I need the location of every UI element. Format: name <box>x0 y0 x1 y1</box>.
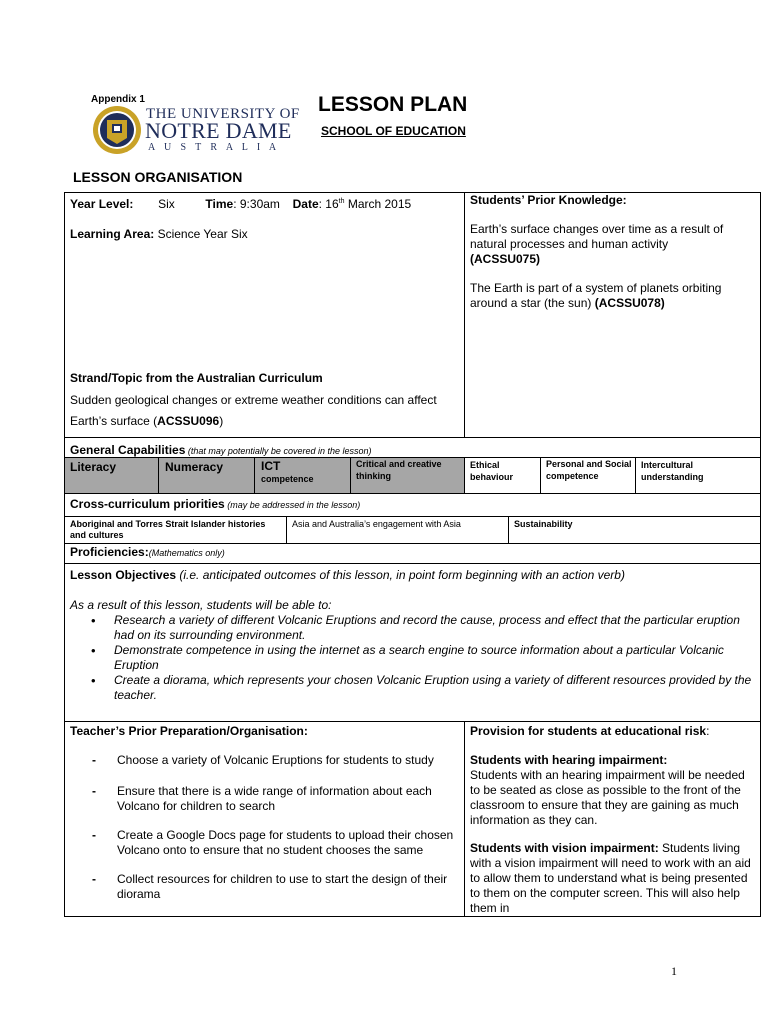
strand-close: ) <box>219 414 224 428</box>
time-value: : 9:30am <box>233 197 280 211</box>
prior-knowledge-heading: Students’ Prior Knowledge: <box>470 193 627 207</box>
general-capabilities-label: General Capabilities <box>70 443 186 457</box>
capability-literacy: Literacy <box>70 460 117 474</box>
proficiencies-label: Proficiencies: <box>70 545 149 559</box>
general-capabilities-note: (that may potentially be covered in the lesson) <box>185 446 372 456</box>
preparation-item: - Collect resources for children to use to start the design of their diorama <box>64 872 460 902</box>
date-suffix: th <box>338 198 345 205</box>
objectives-note: (i.e. anticipated outcomes of this lesson, in point form beginning with an action verb) <box>176 568 625 582</box>
proficiencies-note: (Mathematics only) <box>148 548 225 558</box>
capability-ethical: Ethical behaviour <box>470 460 514 482</box>
priority-sustainability: Sustainability <box>514 519 573 529</box>
capability-personal: Personal and Social competence <box>546 459 632 481</box>
cross-curriculum-heading <box>70 497 360 511</box>
strand-text2: Earth’s surface ( <box>70 414 158 428</box>
priority-aboriginal: Aboriginal and Torres Strait Islander histories and cultures <box>70 519 266 540</box>
cross-curriculum-label: Cross-curriculum priorities <box>70 497 225 511</box>
date-label: Date <box>292 197 319 211</box>
objectives-intro: As a result of this lesson, students will be able to: <box>70 598 332 612</box>
objective-item: • Research a variety of different Volcanic Eruptions and record the cause, process and effect that the particular eruption had on its surrounding environment. <box>70 613 755 643</box>
date-day: : 16 <box>318 197 339 211</box>
capability-numeracy: Numeracy <box>165 460 224 474</box>
year-time-date-line <box>70 197 411 211</box>
prior-knowledge-item1 <box>470 222 755 267</box>
preparation-item: - Choose a variety of Volcanic Eruptions for students to study <box>64 753 460 768</box>
appendix-label: Appendix 1 <box>91 94 145 105</box>
vision-block <box>470 841 758 916</box>
proficiencies-row <box>70 545 225 559</box>
capability-critical: Critical and creative thinking <box>356 459 442 481</box>
strand-text-line1: Sudden geological changes or extreme weather conditions can affect <box>70 393 437 407</box>
objectives-list <box>70 613 755 703</box>
cross-curriculum-note: (may be addressed in the lesson) <box>224 500 361 510</box>
provision-colon: : <box>706 724 710 738</box>
vision-text: Students living with a vision impairment will need to work with an aid to allow them to understand what is being presented to them on the computer screen. This will also help them in <box>470 841 751 915</box>
prior-knowledge-item2 <box>470 281 755 311</box>
learning-area <box>70 227 248 241</box>
general-capabilities-heading <box>70 443 372 457</box>
page-number: 1 <box>671 964 677 978</box>
strand-heading: Strand/Topic from the Australian Curriculum <box>70 371 323 385</box>
learning-area-label: Learning Area: <box>70 227 155 241</box>
prior-knowledge-item2-text: The Earth is part of a system of planets orbiting around a star (the sun) <box>470 281 722 310</box>
prior-knowledge-item1-code: (ACSSU075) <box>470 252 541 266</box>
provision-heading <box>470 724 709 738</box>
capability-intercultural: Intercultural understanding <box>641 460 704 482</box>
time-label: Time <box>205 197 234 211</box>
priority-asia: Asia and Australia’s engagement with Asia <box>292 519 461 529</box>
page-title: LESSON PLAN <box>318 93 468 116</box>
year-level-label: Year Level: <box>70 197 134 211</box>
university-crest-icon <box>90 104 146 156</box>
hearing-text: Students with an hearing impairment will be needed to be seated as close as possible to the front of the classroom to ensure that they are gaining as much information as they can. <box>470 768 745 827</box>
capability-ict: ICT <box>261 459 281 473</box>
objective-item: • Demonstrate competence in using the internet as a search engine to source information about a particular Volcanic Eruption <box>70 643 755 673</box>
university-name-line3: A U S T R A L I A <box>148 142 280 153</box>
page-subtitle: SCHOOL OF EDUCATION <box>321 124 466 138</box>
prior-knowledge-item2-code: (ACSSU078) <box>594 296 665 310</box>
preparation-list <box>64 753 460 902</box>
capability-ict-sub: competence <box>261 474 314 484</box>
strand-code: ACSSU096 <box>157 414 220 428</box>
preparation-item: - Create a Google Docs page for students to upload their chosen Volcano onto to ensure that no student chooses the same <box>64 828 460 858</box>
provision-label: Provision for students at educational risk <box>470 724 707 738</box>
date-rest: March 2015 <box>344 197 412 211</box>
objectives-label: Lesson Objectives <box>70 568 177 582</box>
preparation-heading: Teacher’s Prior Preparation/Organisation: <box>70 724 308 738</box>
year-level-value: Six <box>158 197 175 211</box>
strand-text-line2 <box>70 414 223 428</box>
prior-knowledge-item1-text: Earth’s surface changes over time as a result of natural processes and human activity <box>470 222 724 251</box>
objectives-heading <box>70 568 625 582</box>
hearing-heading: Students with hearing impairment: <box>470 753 668 767</box>
preparation-item: - Ensure that there is a wide range of information about each Volcano for children to search <box>64 784 460 814</box>
objective-item: • Create a diorama, which represents your chosen Volcanic Eruption using a variety of different resources provided by the teacher. <box>70 673 755 703</box>
section-heading: LESSON ORGANISATION <box>73 169 243 185</box>
learning-area-value: Science Year Six <box>154 227 248 241</box>
vision-heading: Students with vision impairment: <box>470 841 659 855</box>
university-name-line1: THE UNIVERSITY OF <box>146 106 300 122</box>
university-name-line2: NOTRE DAME <box>145 118 292 143</box>
